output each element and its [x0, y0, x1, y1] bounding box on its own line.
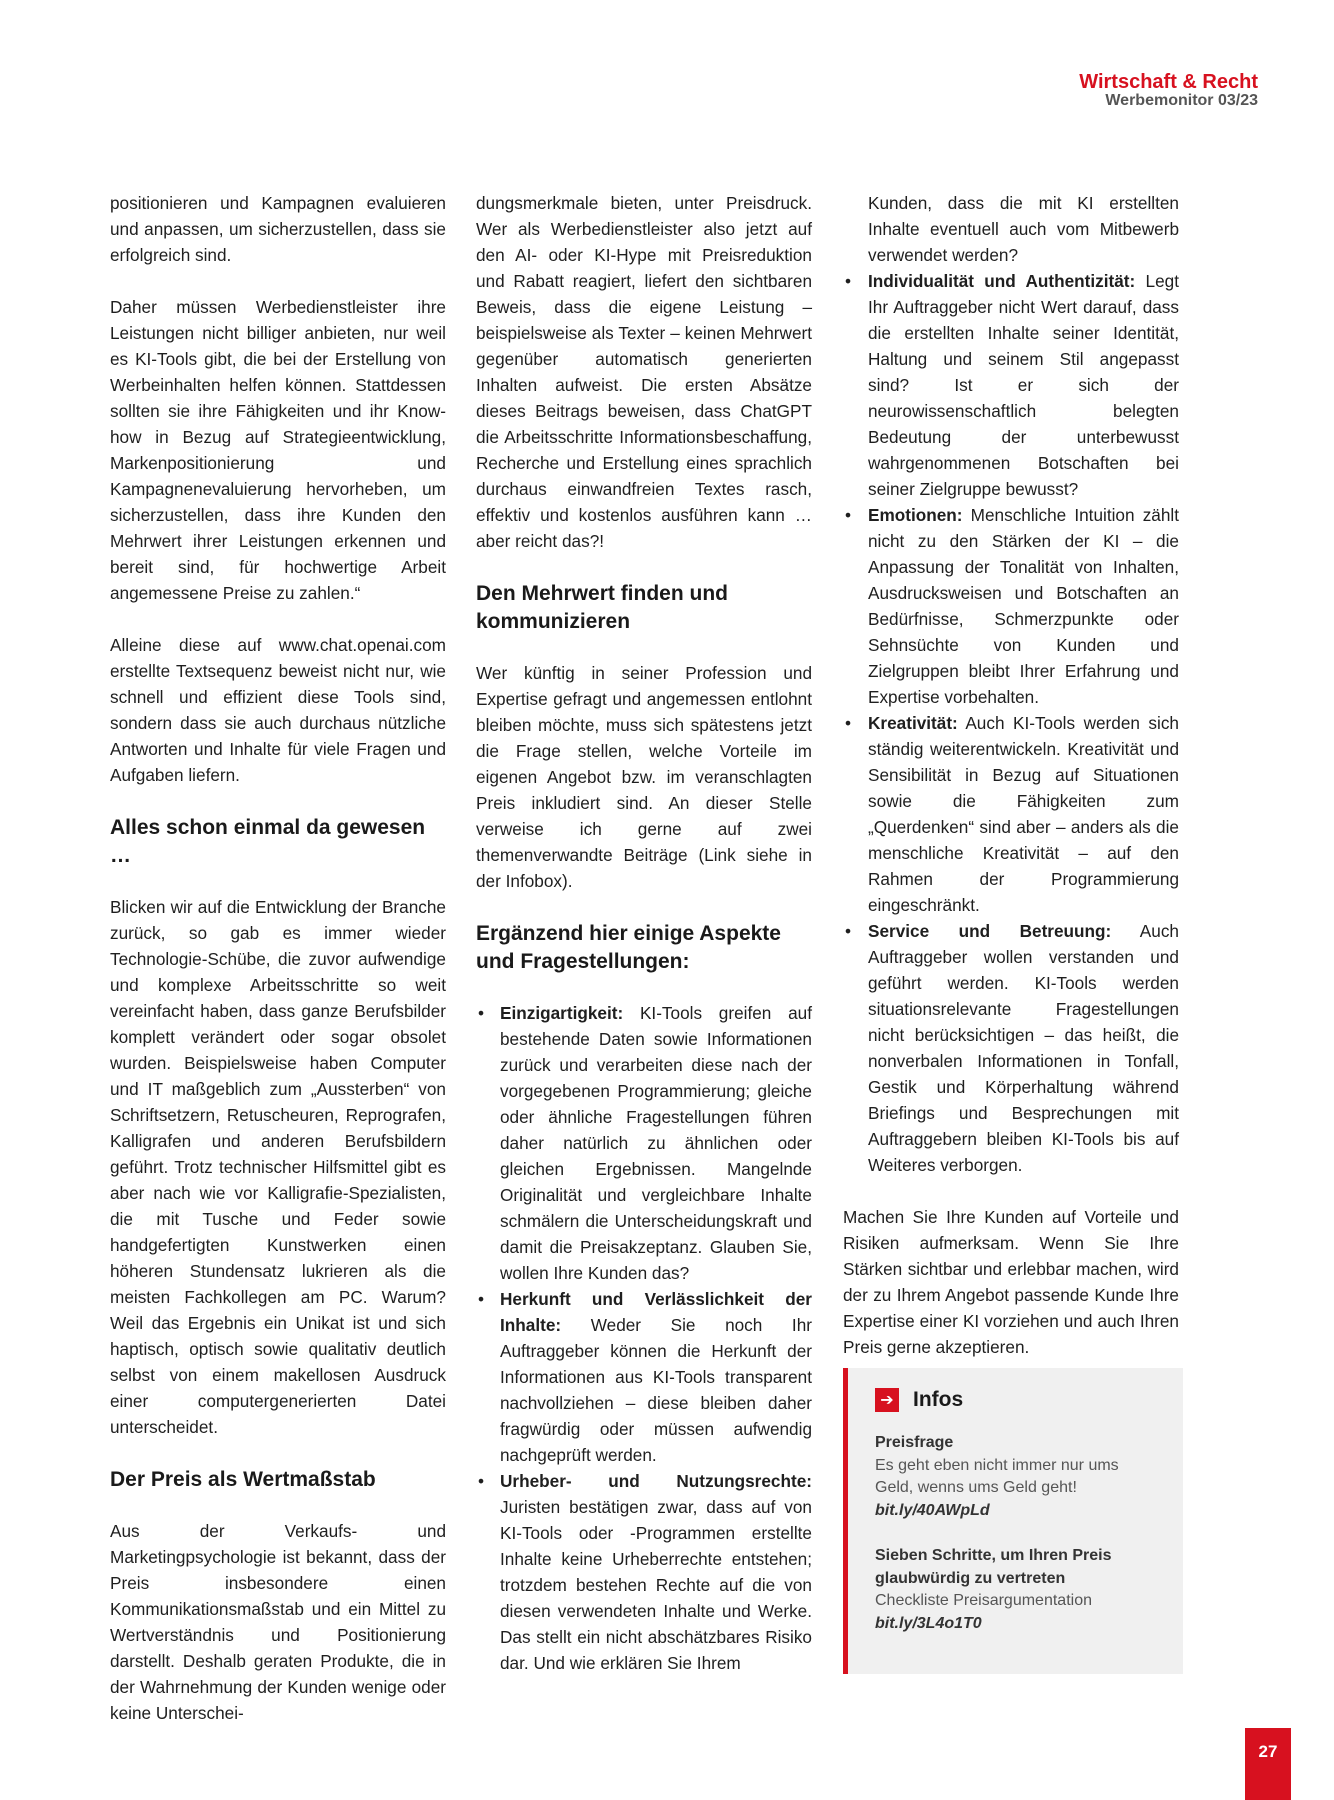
- info-item-title: Sieben Schritte, um Ihren Preis glaubwürdig zu vertreten: [875, 1547, 1112, 1587]
- list-item-text: Legt Ihr Auftraggeber nicht Wert darauf, dass die erstellten Inhalte seiner Identität, Haltung und seinem Stil angepasst sind? Ist er sich der neurowissenschaftlich belegten Bedeutung der unterbewusst wahrgenommenen Botschaften bei seiner Zielgruppe bewusst?: [868, 271, 1179, 499]
- list-item: [476, 1468, 812, 1676]
- subheading: Ergänzend hier einige Aspekte und Fragestellungen:: [476, 922, 781, 973]
- list-item: [476, 1000, 812, 1286]
- list-item: [843, 502, 1179, 710]
- infobox: [843, 1368, 1183, 1674]
- info-item: [875, 1545, 1159, 1635]
- aspect-list: [843, 268, 1179, 1178]
- list-item-title: Einzigartigkeit:: [500, 1003, 624, 1023]
- paragraph: Blicken wir auf die Entwicklung der Branche zurück, so gab es immer wieder Technologie-Schübe, die zuvor aufwendige und komplexe Arbeitsschritte so weit vereinfacht haben, dass ganze Berufsbilder komplett verändert oder sogar obsolet wurden. Beispielsweise haben Computer und IT maßgeblich zum „Aussterben“ von Schriftsetzern, Retuscheuren, Reprografen, Kalligrafen und anderen Berufsbildern geführt. Trotz technischer Hilfsmittel gibt es aber nach wie vor Kalligrafie-Spezialisten, die mit Tusche und Feder sowie handgefertigten Kunstwerken einen höheren Stundensatz lukrieren als die meisten Fachkollegen am PC. Warum? Weil das Ergebnis ein Unikat ist und sich haptisch, optisch sowie qualitativ deutlich selbst von einem makellosen Ausdruck einer computergenerierten Datei unterscheidet.: [110, 897, 446, 1437]
- subheading: Alles schon einmal da gewesen …: [110, 816, 426, 867]
- list-item-text: Juristen bestätigen zwar, dass auf von KI-Tools oder -Programmen erstellte Inhalte keine Urheberrechte entstehen; trotzdem bestehen Rechte auf die von diesen verwendeten Inhalte und Werke. Das stellt ein nicht abschätzbares Risiko dar. Und wie erklären Sie Ihrem: [500, 1497, 812, 1673]
- info-item-desc: Checkliste Preisargumentation: [875, 1592, 1092, 1609]
- paragraph: dungsmerkmale bieten, unter Preisdruck. Wer als Werbedienstleister also jetzt auf den AI- oder KI-Hype mit Preisreduktion und Rabatt reagiert, liefert den sichtbaren Beweis, dass die eigene Leistung – beispielsweise als Texter – keinen Mehrwert gegenüber automatisch generierten Inhalten aufweist. Die ersten Absätze dieses Beitrags beweisen, dass ChatGPT die Arbeitsschritte Informationsbeschaffung, Recherche und Erstellung eines sprachlich durchaus einwandfreien Textes rasch, effektiv und kostenlos ausführen kann … aber reicht das?!: [476, 193, 812, 551]
- list-item: [843, 918, 1179, 1178]
- page-number: 27: [1245, 1728, 1291, 1800]
- list-item-title: Urheber- und Nutzungsrechte:: [500, 1471, 812, 1491]
- issue-label: Werbemonitor 03/23: [1105, 92, 1258, 109]
- list-item-text: Weder Sie noch Ihr Auftraggeber können die Herkunft der Informationen aus KI-Tools transparent nachvollziehen – diese bleiben daher fragwürdig oder müssen aufwendig nachgeprüft werden.: [500, 1315, 812, 1465]
- list-item-title: Emotionen:: [868, 505, 963, 525]
- paragraph: Machen Sie Ihre Kunden auf Vorteile und Risiken aufmerksam. Wenn Sie Ihre Stärken sichtbar und erlebbar machen, wird der zu Ihrem Angebot passende Kunde Ihre Expertise einer KI vorziehen und auch Ihren Preis gerne akzeptieren.: [843, 1207, 1179, 1357]
- list-item-text: Auch KI-Tools werden sich ständig weiterentwickeln. Kreativität und Sensibilität in Bezug auf Situationen sowie die Fähigkeiten zum „Querdenken“ sind aber – anders als die menschliche Kreativität – auf den Rahmen der Programmierung eingeschränkt.: [868, 713, 1179, 915]
- paragraph: positionieren und Kampagnen evaluieren und anpassen, um sicherzustellen, dass sie erfolgreich sind.: [110, 193, 446, 265]
- section-title: Wirtschaft & Recht: [1079, 71, 1258, 93]
- column-1: [110, 190, 446, 1752]
- list-item-title: Herkunft und Verlässlichkeit der Inhalte:: [500, 1289, 812, 1335]
- column-3: [843, 190, 1179, 1386]
- info-item-title: Preisfrage: [875, 1434, 954, 1451]
- subheading: Der Preis als Wertmaßstab: [110, 1468, 376, 1491]
- list-item: [843, 710, 1179, 918]
- list-item-text: KI-Tools greifen auf bestehende Daten sowie Informationen zurück und verarbeiten diese nach der vorgegebenen Programmierung; gleiche oder ähnliche Fragestellungen führen daher natürlich zu ähnlichen oder gleichen Ergebnissen. Mangelnde Originalität und vergleichbare Inhalte schmälern die Unterscheidungskraft und damit die Preisakzeptanz. Glauben Sie, wollen Ihre Kunden das?: [500, 1003, 812, 1283]
- paragraph: Wer künftig in seiner Profession und Expertise gefragt und angemessen entlohnt bleiben möchte, muss sich spätestens jetzt die Frage stellen, welche Vorteile im eigenen Angebot bzw. im veranschlagten Preis inkludiert sind. An dieser Stelle verweise ich gerne auf zwei themenverwandte Beiträge (Link siehe in der Infobox).: [476, 663, 812, 891]
- column-2: [476, 190, 812, 1702]
- paragraph: Aus der Verkaufs- und Marketingpsychologie ist bekannt, dass der Preis insbesondere einen Kommunikationsmaßstab und ein Mittel zu Wertverständnis und Positionierung darstellt. Deshalb geraten Produkte, die in der Wahrnehmung der Kunden wenige oder keine Unterschei-: [110, 1521, 446, 1723]
- list-item-text: Auch Auftraggeber wollen verstanden und geführt werden. KI-Tools werden situationsrelevante Fragestellungen nicht berücksichtigen – das heißt, die nonverbalen Informationen in Tonfall, Gestik und Körperhaltung während Briefings und Besprechungen mit Auftraggebern bleiben KI-Tools bis auf Weiteres verborgen.: [868, 921, 1179, 1175]
- info-item-link[interactable]: bit.ly/40AWpLd: [875, 1501, 990, 1519]
- list-item: [843, 268, 1179, 502]
- info-item-link[interactable]: bit.ly/3L4o1T0: [875, 1614, 982, 1632]
- list-item: [476, 1286, 812, 1468]
- list-continuation: Kunden, dass die mit KI erstellten Inhalte eventuell auch vom Mitbewerb verwendet werden?: [868, 193, 1179, 265]
- list-item-title: Individualität und Authentizität:: [868, 271, 1136, 291]
- subheading: Den Mehrwert finden und kommunizieren: [476, 582, 728, 633]
- list-item-title: Service und Betreuung:: [868, 921, 1112, 941]
- page-header: [1079, 72, 1258, 110]
- aspect-list: [476, 1000, 812, 1676]
- list-item-text: Menschliche Intuition zählt nicht zu den Stärken der KI – die Anpassung der Tonalität von Inhalten, Ausdrucksweisen und Botschaften an Bedürfnisse, Schmerzpunkte oder Sehnsüchte von Kunden und Zielgruppen bleibt Ihrer Erfahrung und Expertise vorbehalten.: [868, 505, 1179, 707]
- arrow-right-icon: ➔: [875, 1388, 899, 1412]
- info-item-desc: Es geht eben nicht immer nur ums Geld, wenns ums Geld geht!: [875, 1456, 1119, 1496]
- paragraph: Daher müssen Werbedienstleister ihre Leistungen nicht billiger anbieten, nur weil es KI-Tools gibt, die bei der Erstellung von Werbeinhalten helfen können. Stattdessen sollten sie ihre Fähigkeiten und ihr Know-how in Bezug auf Strategieentwicklung, Markenpositionierung und Kampagnenevaluierung hervorheben, um sicherzustellen, dass ihre Kunden den Mehrwert ihrer Leistungen erkennen und bereit sind, für hochwertige Arbeit angemessene Preise zu zahlen.“: [110, 297, 446, 603]
- list-item-title: Kreativität:: [868, 713, 958, 733]
- paragraph: Alleine diese auf www.chat.openai.com erstellte Textsequenz beweist nicht nur, wie schnell und effizient diese Tools sind, sondern dass sie auch durchaus nützliche Antworten und Inhalte für viele Fragen und Aufgaben liefern.: [110, 635, 446, 785]
- infobox-header: [875, 1388, 1159, 1412]
- infobox-title: Infos: [913, 1388, 964, 1411]
- info-item: [875, 1432, 1159, 1522]
